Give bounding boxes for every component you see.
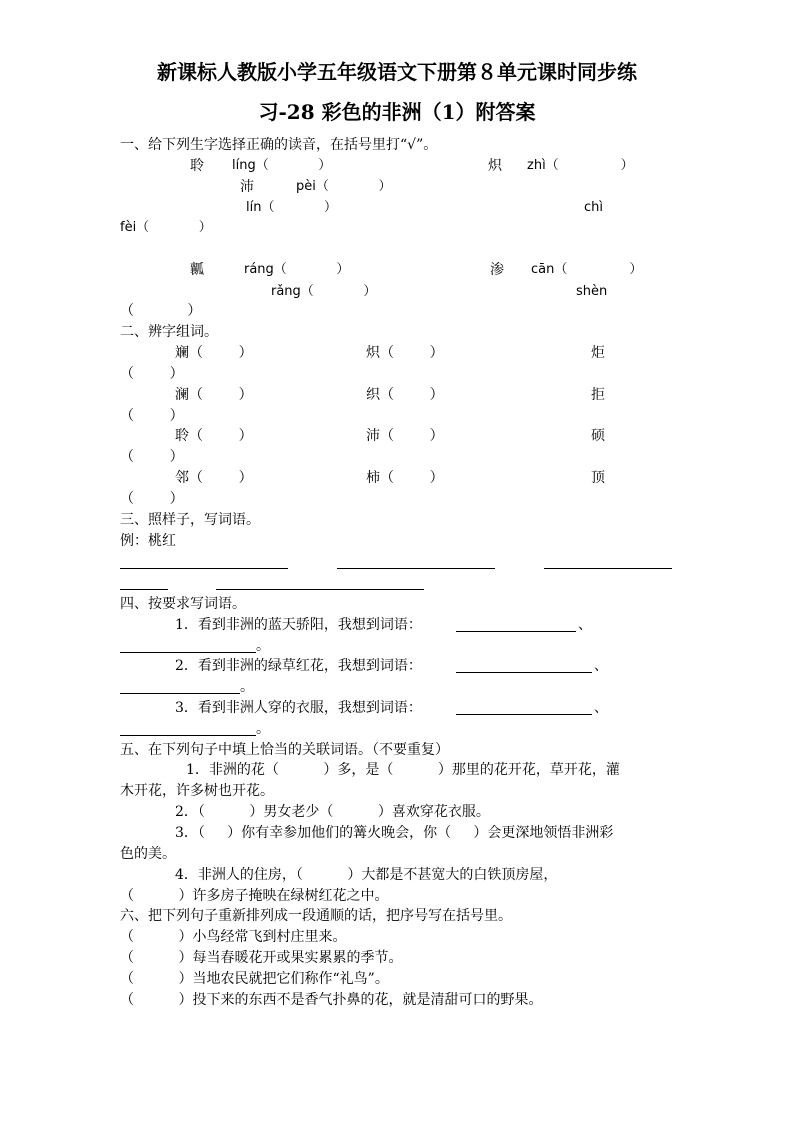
- char-rang: 瓤: [190, 262, 204, 278]
- word-item: 柿（ ）: [366, 470, 444, 486]
- doc-title-line2: 习-28 彩色的非洲（1）附答案: [258, 100, 536, 124]
- sentence-4: 4．非洲人的住房，（ ）大都是不甚宽大的白铁顶房屋，: [175, 867, 558, 883]
- word-item: 邻（ ）: [175, 470, 253, 486]
- word-item: 沛（ ）: [366, 428, 444, 444]
- pinyin-rang3: rǎng（ ）: [271, 284, 377, 299]
- pinyin-can: cān（ ）: [531, 262, 643, 277]
- char-shen: 渗: [490, 262, 504, 278]
- comma: 、: [578, 617, 592, 633]
- pinyin-shen: shèn: [576, 284, 608, 299]
- pinyin-zhi: zhì（ ）: [527, 158, 634, 173]
- sentence-1-cont: 木开花，许多树也开花。: [120, 783, 274, 799]
- section2-heading: 二、辨字组词。: [120, 324, 218, 340]
- answer-blank[interactable]: [120, 589, 168, 590]
- comma: 、: [594, 658, 608, 674]
- word-item: （ ）: [120, 449, 184, 465]
- period: 。: [256, 638, 270, 654]
- section4-heading: 四、按要求写词语。: [120, 596, 246, 612]
- list-item: （ ）每当春暖花开或果实累累的季节。: [120, 950, 403, 966]
- word-item: 织（ ）: [366, 387, 444, 403]
- section3-heading: 三、照样子，写词语。: [120, 512, 260, 528]
- answer-blank[interactable]: [456, 714, 592, 715]
- sentence-1: 1．非洲的花（ ）多，是（ ）那里的花开花，草开花，灌: [186, 762, 620, 778]
- answer-blank[interactable]: [544, 568, 672, 569]
- section6-heading: 六、把下列句子重新排列成一段通顺的话，把序号写在括号里。: [120, 908, 512, 924]
- answer-blank[interactable]: [120, 735, 256, 736]
- pinyin-lin: lín（ ）: [246, 200, 338, 215]
- word-item: （ ）: [120, 366, 184, 382]
- answer-paren: （ ）: [120, 303, 202, 319]
- word-item: 硕: [591, 428, 605, 444]
- sentence-4-cont: （ ）许多房子掩映在绿树红花之中。: [120, 888, 389, 904]
- word-item: 炬: [591, 345, 605, 361]
- word-item: 澜（ ）: [175, 387, 253, 403]
- section1-heading: 一、给下列生字选择正确的读音，在括号里打“√”。: [120, 137, 438, 153]
- word-item: （ ）: [120, 408, 184, 424]
- answer-blank[interactable]: [337, 568, 495, 569]
- answer-blank[interactable]: [120, 652, 256, 653]
- char-chi: 炽: [488, 158, 502, 174]
- list-item: （ ）当地农民就把它们称作“礼鸟”。: [120, 971, 389, 987]
- sentence-2: 2．（ ）男女老少（ ）喜欢穿花衣服。: [175, 804, 490, 820]
- word-item: 聆（ ）: [175, 428, 253, 444]
- comma: 、: [594, 700, 608, 716]
- answer-blank[interactable]: [216, 589, 424, 590]
- period: 。: [256, 721, 270, 737]
- pinyin-rang2: ráng（ ）: [244, 262, 350, 277]
- char-ling: 聆: [190, 158, 204, 174]
- answer-blank[interactable]: [120, 568, 288, 569]
- question-1: 1．看到非洲的蓝天骄阳，我想到词语：: [175, 617, 422, 633]
- pinyin-pei: pèi（ ）: [296, 179, 392, 194]
- section5-heading: 五、在下列句子中填上恰当的关联词语。（不要重复）: [120, 742, 449, 758]
- pinyin-fei: fèi（ ）: [120, 220, 212, 235]
- word-item: 拒: [591, 387, 605, 403]
- char-pei: 沛: [240, 179, 254, 195]
- question-2: 2．看到非洲的绿草红花，我想到词语：: [175, 658, 422, 674]
- list-item: （ ）小鸟经常飞到村庄里来。: [120, 929, 347, 945]
- pinyin-ling: líng（ ）: [232, 158, 332, 173]
- answer-blank[interactable]: [456, 672, 592, 673]
- word-item: 顶: [591, 470, 605, 486]
- word-item: （ ）: [120, 491, 184, 507]
- period: 。: [240, 679, 254, 695]
- sentence-3-cont: 色的美。: [120, 846, 176, 862]
- example-label: 例：桃红: [120, 533, 176, 549]
- word-item: 斓（ ）: [175, 345, 253, 361]
- answer-blank[interactable]: [120, 693, 240, 694]
- answer-blank[interactable]: [456, 631, 576, 632]
- sentence-3: 3．（ ）你有幸参加他们的篝火晚会，你（ ）会更深地领悟非洲彩: [175, 825, 614, 841]
- word-item: 炽（ ）: [366, 345, 444, 361]
- question-3: 3．看到非洲人穿的衣服，我想到词语：: [175, 700, 422, 716]
- doc-title-line1: 新课标人教版小学五年级语文下册第８单元课时同步练: [157, 60, 637, 84]
- pinyin-chi: chì: [584, 200, 603, 215]
- list-item: （ ）投下来的东西不是香气扑鼻的花，就是清甜可口的野果。: [120, 992, 543, 1008]
